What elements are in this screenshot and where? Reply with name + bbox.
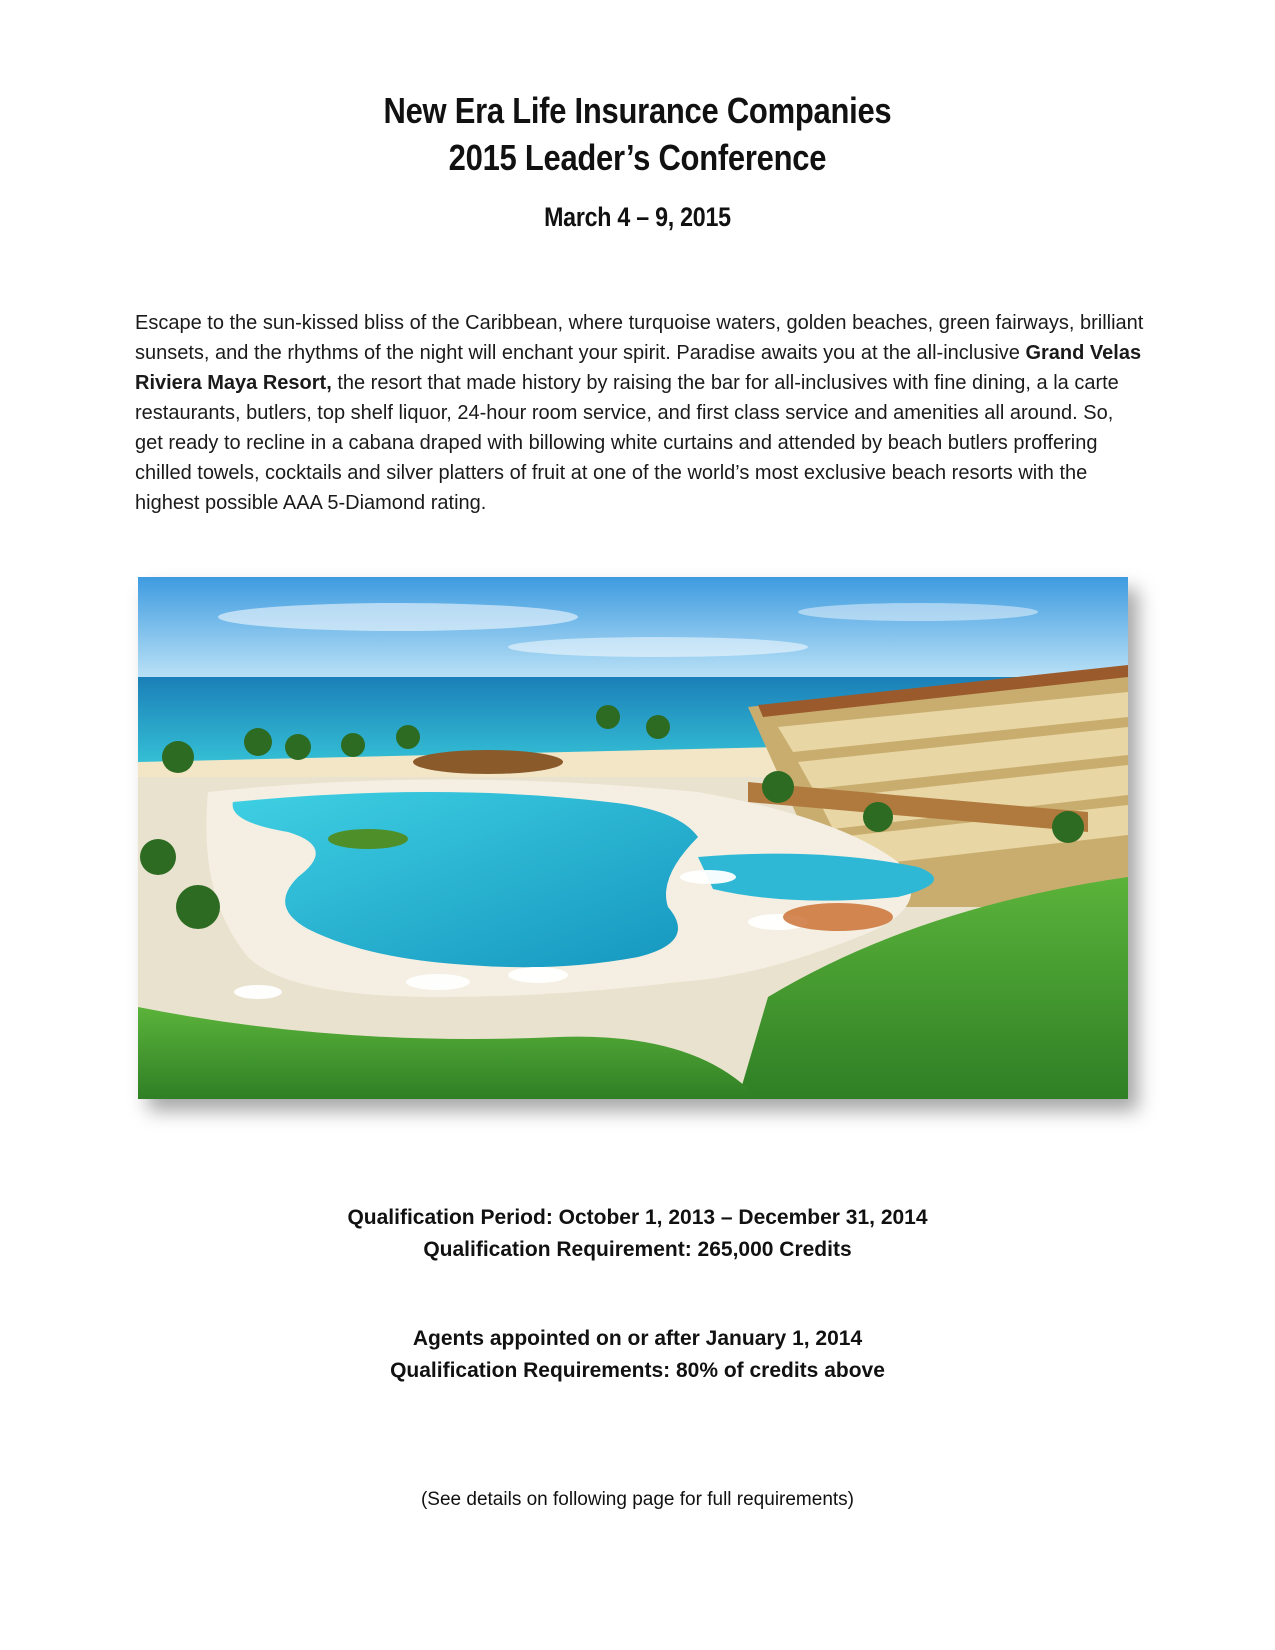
new-agents-line: Agents appointed on or after January 1, 2014 [412,1327,863,1350]
new-agents-requirement: Qualification Requirements: 80% of credits above [390,1359,885,1382]
footer-note: (See details on following page for full requirements) [420,1489,854,1510]
qualification-requirement: Qualification Requirement: 265,000 Credits [423,1238,852,1261]
intro-text-part2: the resort that made history by raising the bar for all-inclusives with fine dining, a la carte restaurants, butlers, top shelf liquor, 24-hour room service, and first class service and amenities all around. So, get ready to recline in a cabana draped with billowing white curtains and attended by beach butlers proffering chilled towels, cocktails and silver platters of fruit at one of the world’s most exclusive beach resorts with the highest possible AAA 5-Diamond rating. [135,372,1119,514]
qualification-period: Qualification Period: October 1, 2013 – December 31, 2014 [347,1206,928,1229]
resort-photo [138,577,1128,1099]
intro-text-part1: Escape to the sun-kissed bliss of the Caribbean, where turquoise waters, golden beaches, green fairways, brilliant sunsets, and the rhythms of the night will enchant your spirit. Paradise awaits you at the all-inclusive [135,312,1144,364]
intro-paragraph [135,308,1145,518]
title-conference: 2015 Leader’s Conference [448,137,827,178]
conference-dates: March 4 – 9, 2015 [544,202,731,232]
title-company: New Era Life Insurance Companies [383,90,892,131]
resort-name: Grand Velas Riviera Maya Resort, [135,342,1142,394]
